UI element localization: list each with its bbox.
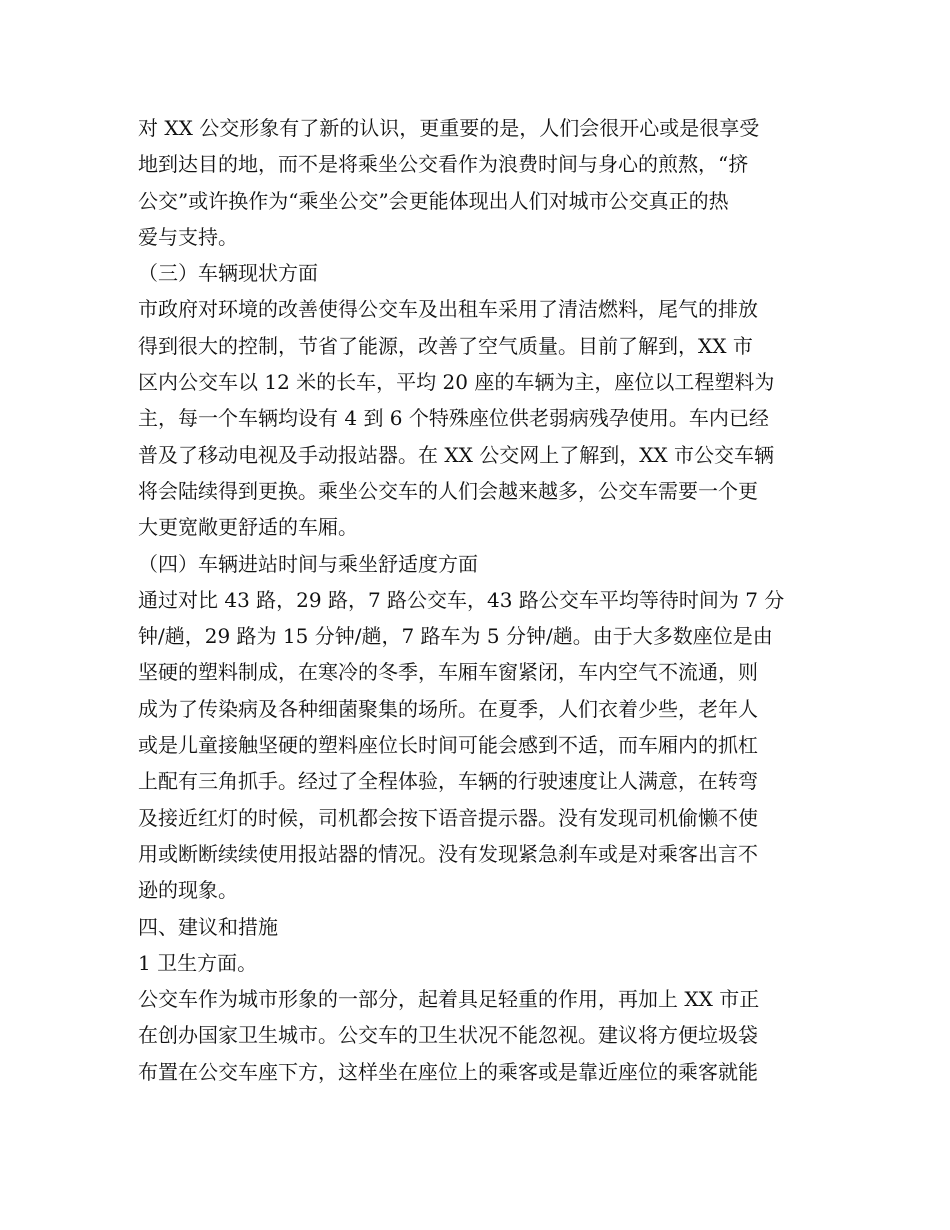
paragraph-line: 大更宽敞更舒适的车厢。 xyxy=(138,515,358,540)
subsection-heading: 1 卫生方面。 xyxy=(138,950,258,975)
paragraph-line: 普及了移动电视及手动报站器。在 XX 公交网上了解到，XX 市公交车辆 xyxy=(138,442,775,467)
paragraph-line: 公交车作为城市形象的一部分，起着具足轻重的作用，再加上 XX 市正 xyxy=(138,987,760,1012)
paragraph-line: 及接近红灯的时候，司机都会按下语音提示器。没有发现司机偷懒不使 xyxy=(138,805,758,830)
paragraph-line: 市政府对环境的改善使得公交车及出租车采用了清洁燃料，尾气的排放 xyxy=(138,297,758,322)
paragraph-line: 布置在公交车座下方，这样坐在座位上的乘客或是靠近座位的乘客就能 xyxy=(138,1059,758,1084)
paragraph-line: 将会陆续得到更换。乘坐公交车的人们会越来越多，公交车需要一个更 xyxy=(138,478,758,503)
section-heading: （四）车辆进站时间与乘坐舒适度方面 xyxy=(138,551,478,576)
paragraph-line: 成为了传染病及各种细菌聚集的场所。在夏季，人们衣着少些，老年人 xyxy=(138,696,758,721)
section-heading: 四、建议和措施 xyxy=(138,914,278,939)
section-heading: （三）车辆现状方面 xyxy=(138,261,318,286)
paragraph-line: 对 XX 公交形象有了新的认识，更重要的是，人们会很开心或是很享受 xyxy=(138,116,760,140)
paragraph-line: 得到很大的控制，节省了能源，改善了空气质量。目前了解到，XX 市 xyxy=(138,333,753,358)
paragraph-line: 主，每一个车辆均设有 4 到 6 个特殊座位供老弱病残孕使用。车内已经 xyxy=(138,406,769,431)
paragraph-line: 逊的现象。 xyxy=(138,878,238,903)
paragraph-line: 公交”或许换作为“乘坐公交”会更能体现出人们对城市公交真正的热 xyxy=(138,188,729,213)
paragraph-line: 上配有三角抓手。经过了全程体验，车辆的行驶速度让人满意，在转弯 xyxy=(138,769,758,794)
paragraph-line: 用或断断续续使用报站器的情况。没有发现紧急刹车或是对乘客出言不 xyxy=(138,841,758,866)
paragraph-line: 通过对比 43 路，29 路，7 路公交车，43 路公交车平均等待时间为 7 分 xyxy=(138,587,785,612)
paragraph-line: 在创办国家卫生城市。公交车的卫生状况不能忽视。建议将方便垃圾袋 xyxy=(138,1023,758,1048)
paragraph-line: 区内公交车以 12 米的长车，平均 20 座的车辆为主，座位以工程塑料为 xyxy=(138,370,775,395)
paragraph-line: 地到达目的地，而不是将乘坐公交看作为浪费时间与身心的煎熬，“挤 xyxy=(138,152,749,177)
paragraph-line: 或是儿童接触坚硬的塑料座位长时间可能会感到不适，而车厢内的抓杠 xyxy=(138,733,758,758)
paragraph-line: 爱与支持。 xyxy=(138,224,238,249)
document-body xyxy=(138,110,818,1090)
paragraph-line: 钟/趟，29 路为 15 分钟/趟，7 路车为 5 分钟/趟。由于大多数座位是由 xyxy=(138,624,773,649)
paragraph-line: 坚硬的塑料制成，在寒冷的冬季，车厢车窗紧闭，车内空气不流通，则 xyxy=(138,660,758,685)
